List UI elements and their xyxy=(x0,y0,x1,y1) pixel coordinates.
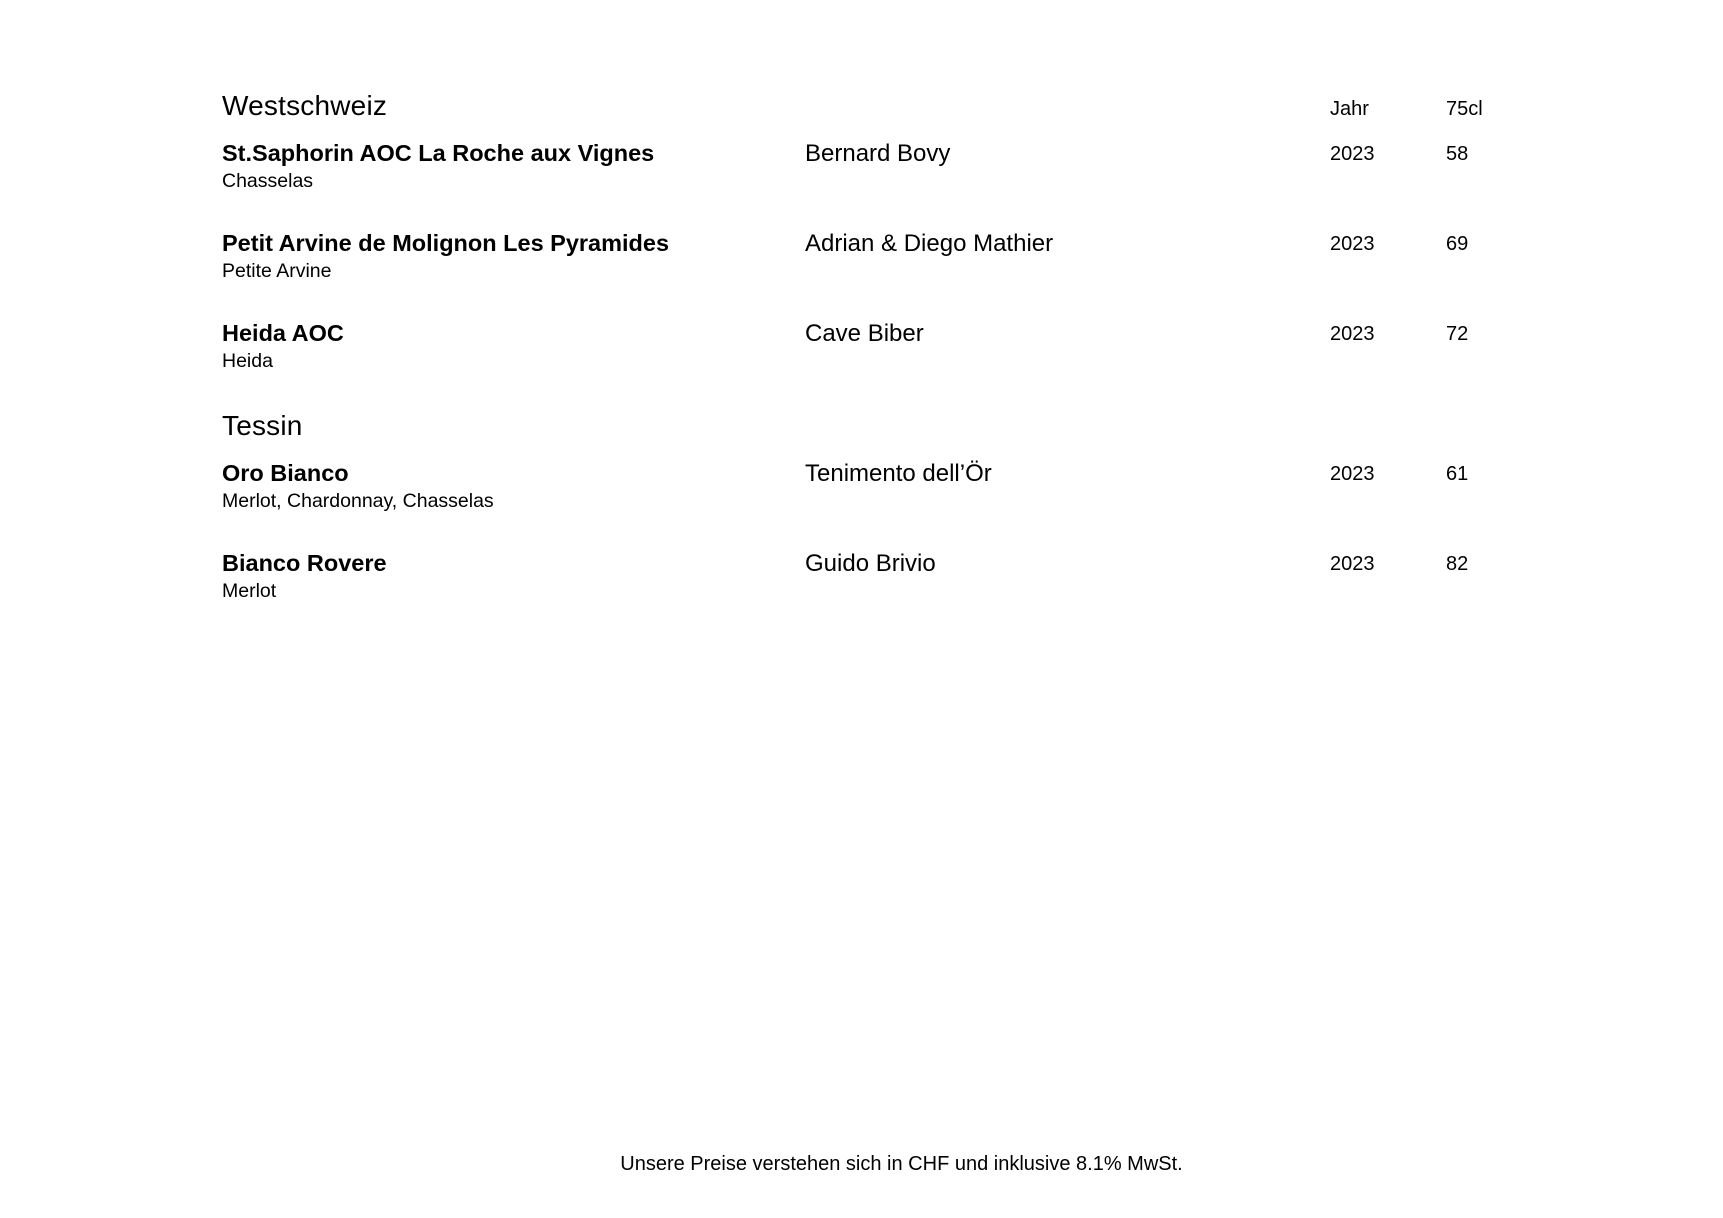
wine-price: 61 xyxy=(1446,463,1469,485)
wine-name: Bianco Rovere xyxy=(222,550,387,576)
section-title-tessin: Tessin xyxy=(222,410,303,441)
wine-row xyxy=(0,320,1723,390)
wine-year: 2023 xyxy=(1330,463,1375,485)
wine-price: 72 xyxy=(1446,323,1469,345)
price-note: Unsere Preise verstehen sich in CHF und inklusive 8.1% MwSt. xyxy=(620,1153,1183,1175)
wine-year: 2023 xyxy=(1330,143,1375,165)
wine-year: 2023 xyxy=(1330,323,1375,345)
wine-row xyxy=(0,230,1723,300)
wine-price: 82 xyxy=(1446,553,1469,575)
wine-producer: Tenimento dell’Ör xyxy=(805,460,992,487)
wine-name: Heida AOC xyxy=(222,320,344,346)
wine-row xyxy=(0,460,1723,530)
column-header-size: 75cl xyxy=(1446,98,1483,120)
wine-name: Oro Bianco xyxy=(222,460,349,486)
wine-grape: Heida xyxy=(222,350,273,372)
wine-grape: Chasselas xyxy=(222,170,314,192)
column-header-year: Jahr xyxy=(1330,98,1369,120)
section-title-westschweiz: Westschweiz xyxy=(222,90,388,121)
wine-grape: Merlot xyxy=(222,580,277,602)
wine-price: 69 xyxy=(1446,233,1469,255)
wine-producer: Guido Brivio xyxy=(805,550,936,577)
wine-price: 58 xyxy=(1446,143,1469,165)
wine-name: Petit Arvine de Molignon Les Pyramides xyxy=(222,230,670,256)
wine-year: 2023 xyxy=(1330,233,1375,255)
wine-producer: Bernard Bovy xyxy=(805,140,951,167)
wine-grape: Merlot, Chardonnay, Chasselas xyxy=(222,490,494,512)
wine-grape: Petite Arvine xyxy=(222,260,332,282)
wine-producer: Cave Biber xyxy=(805,320,924,347)
wine-row xyxy=(0,140,1723,210)
wine-producer: Adrian & Diego Mathier xyxy=(805,230,1054,257)
wine-row xyxy=(0,550,1723,620)
wine-year: 2023 xyxy=(1330,553,1375,575)
wine-name: St.Saphorin AOC La Roche aux Vignes xyxy=(222,140,655,166)
